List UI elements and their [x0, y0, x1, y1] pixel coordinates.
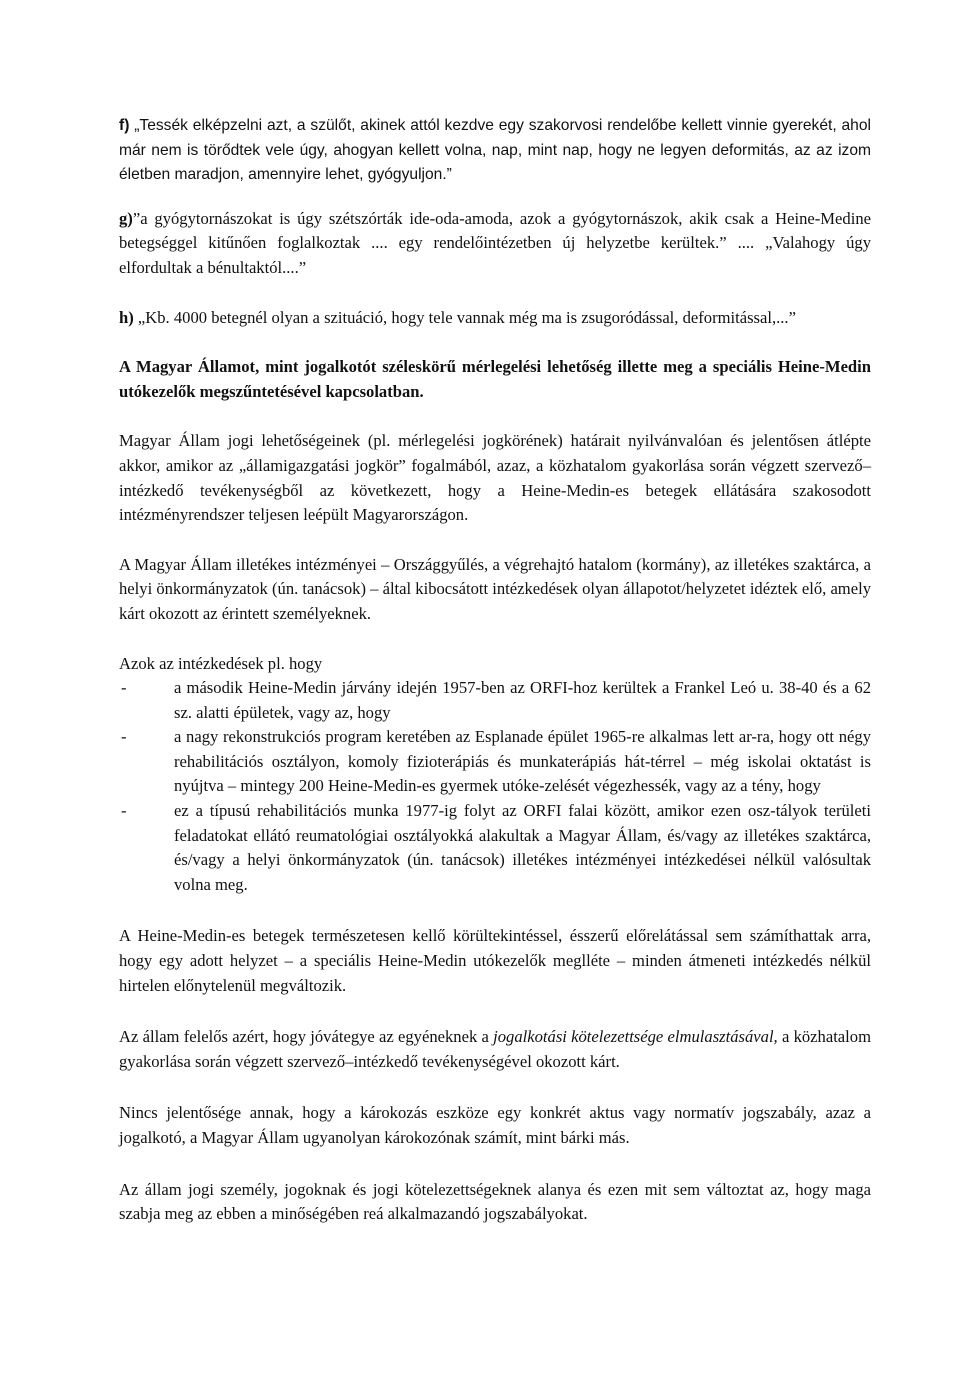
paragraph-f	[119, 114, 871, 188]
bold-statement: A Magyar Államot, mint jogalkotót széleskörű mérlegelési lehetőség illette meg a speciális Heine-Medin utókezelők megszűntetésével kapcsolatban.	[119, 357, 871, 401]
measures-list	[119, 676, 871, 897]
paragraph-measures-intro: Azok az intézkedések pl. hogy	[119, 653, 323, 673]
paragraph-patients: A Heine-Medin-es betegek természetesen kellő körültekintéssel, ésszerű előrelátással sem számíthattak arra, hogy egy adott helyzet – a speciális Heine-Medin utókezelők meglléte – minden átmeneti intézkedés nélkül hirtelen előnytelenül megváltozik.	[119, 926, 871, 995]
paragraph-h-label: h)	[119, 307, 134, 327]
paragraph-liability-part-a: Az állam felelős azért, hogy jóvátegye az egyéneknek a	[119, 1027, 494, 1047]
paragraph-liability-part-b: a közhatalom gyakorlása során végzett szervező–intézkedő tevékenységével okozott kárt.	[119, 1027, 871, 1071]
paragraph-state-institutions: A Magyar Állam illetékes intézményei – Országgyűlés, a végrehajtó hatalom (kormány), az illetékes szaktárca, a helyi önkormányzatok (ún. tanácsok) – által kibocsátott intézkedések olyan állapotot/helyzetet idéztek elő, amely kárt okozott az érintett személyeknek.	[119, 554, 871, 623]
paragraph-f-label: f)	[119, 117, 130, 134]
list-item-text: ez a típusú rehabilitációs munka 1977-ig folyt az ORFI falai között, amikor ezen osz-tályok területi feladatokat ellátó reumatológiai osztályokká alakultak a Magyar Állam, és/vagy az illetékes szaktárca, és/vagy a helyi önkormányzatok (ún. tanácsok) illetékes intézményei intézkedései nélkül valósultak volna meg.	[174, 801, 871, 894]
paragraph-liability-italic: jogalkotási kötelezettsége elmulasztásával,	[493, 1027, 778, 1047]
paragraph-legal-person: Az állam jogi személy, jogoknak és jogi kötelezettségeknek alanya és ezen mit sem változtat az, hogy maga szabja meg az ebben a minőségében reá alkalmazandó jogszabályokat.	[119, 1179, 871, 1224]
document-page	[119, 114, 871, 1227]
paragraph-h	[119, 306, 871, 331]
bullet-dash: -	[121, 801, 127, 821]
list-item	[119, 725, 871, 799]
paragraph-g	[119, 207, 871, 281]
paragraph-no-significance: Nincs jelentősége annak, hogy a károkozás eszköze egy konkrét aktus vagy normatív jogszabály, azaz a jogalkotó, a Magyar Állam ugyanolyan károkozónak számít, mint bárki más.	[119, 1103, 871, 1147]
list-item-text: a nagy rekonstrukciós program keretében az Esplanade épület 1965-re alkalmas lett ar-ra, hogy ott négy rehabilitációs osztályon, komoly fizioterápiás és munkaterápiás hát-térrel – még iskolai oktatást is nyújtva – mintegy 200 Heine-Medin-es gyermek utóke-zelését végezhessék, vagy az a tény, hogy	[174, 727, 871, 796]
list-item	[119, 676, 871, 725]
list-item	[119, 799, 871, 897]
bullet-dash: -	[121, 727, 127, 747]
paragraph-f-text: „Tessék elképzelni azt, a szülőt, akinek attól kezdve egy szakorvosi rendelőbe kellett vinnie gyerekét, ahol már nem is törődtek vele úgy, ahogyan kellett volna, nap, mint nap, hogy ne legyen deformitás, az az izom életben maradjon, amennyire lehet, gyógyuljon.”	[119, 117, 871, 184]
bullet-dash: -	[121, 678, 127, 698]
paragraph-state-liability	[119, 1025, 871, 1074]
paragraph-g-text: ”a gyógytornászokat is úgy szétszórták ide-oda-amoda, azok a gyógytornászok, akik csak a Heine-Medine betegséggel kitűnően foglalkoztak .... egy rendelőintézetben új helyzetbe kerültek.” .... „Valahogy úgy elfordultak a bénultaktól....”	[119, 208, 871, 277]
paragraph-h-text: „Kb. 4000 betegnél olyan a szituáció, hogy tele vannak még ma is zsugoródással, deformitással,...”	[133, 307, 796, 327]
paragraph-state-limits: Magyar Állam jogi lehetőségeinek (pl. mérlegelési jogkörének) határait nyilvánvalóan és jelentősen átlépte akkor, amikor az „államigazgatási jogkör” fogalmából, azaz, a közhatalom gyakorlása során végzett szervező–intézkedő tevékenységből az következett, hogy a Heine-Medin-es betegek ellátására szakosodott intézményrendszer teljesen leépült Magyarországon.	[119, 431, 871, 525]
list-item-text: a második Heine-Medin járvány idején 1957-ben az ORFI-hoz kerültek a Frankel Leó u. 38-40 és a 62 sz. alatti épületek, vagy az, hogy	[174, 678, 871, 722]
paragraph-g-label: g)	[119, 208, 133, 228]
